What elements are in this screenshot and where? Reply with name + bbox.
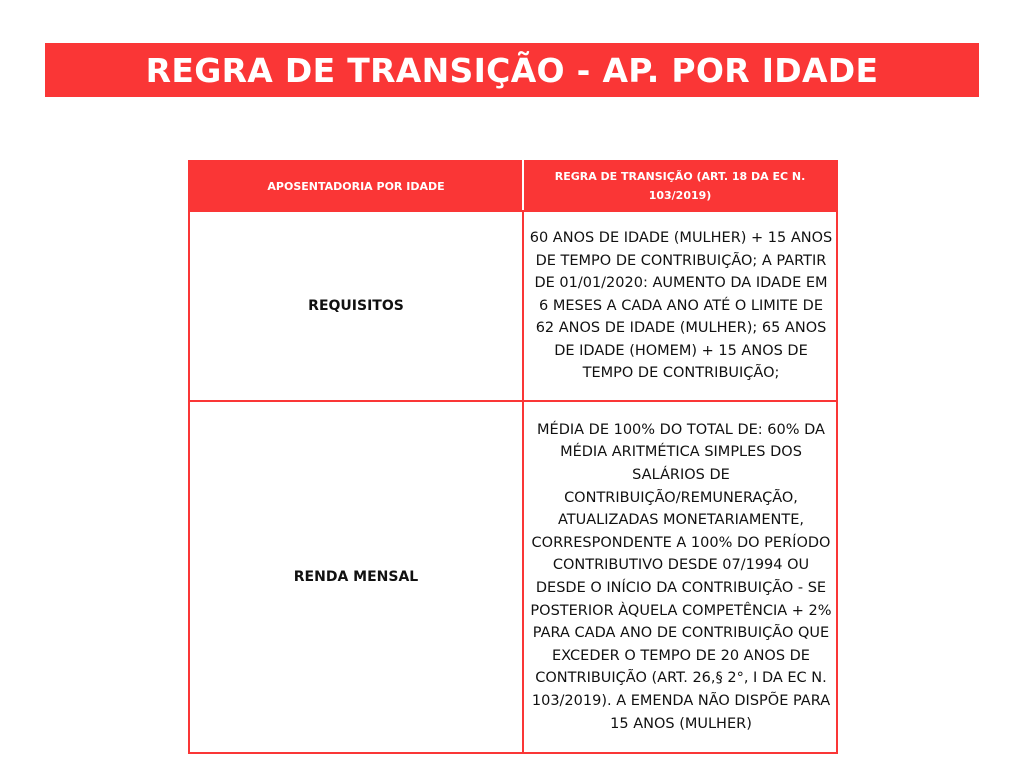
- page-title: REGRA DE TRANSIÇÃO - AP. POR IDADE: [145, 50, 879, 90]
- row-label-renda-mensal: RENDA MENSAL: [189, 401, 523, 753]
- table-header-cell: [189, 161, 523, 211]
- table-header-row: [189, 161, 837, 211]
- table-header-cell: [523, 161, 837, 211]
- title-banner: [45, 43, 979, 97]
- row-label-requisitos: REQUISITOS: [189, 211, 523, 401]
- row-text-requisitos: 60 ANOS DE IDADE (MULHER) + 15 ANOS DE TEMPO DE CONTRIBUIÇÃO; A PARTIR DE 01/01/2020: AUMENTO DA IDADE EM 6 MESES A CADA ANO ATÉ O LIMITE DE 62 ANOS DE IDADE (MULHER); 65 ANOS DE IDADE (HOMEM) + 15 ANOS DE TEMPO DE CONTRIBUIÇÃO;: [523, 211, 837, 401]
- table-row: [189, 211, 837, 401]
- row-text-renda-mensal: MÉDIA DE 100% DO TOTAL DE: 60% DA MÉDIA ARITMÉTICA SIMPLES DOS SALÁRIOS DE CONTRIBUIÇÃO/REMUNERAÇÃO, ATUALIZADAS MONETARIAMENTE, CORRESPONDENTE A 100% DO PERÍODO CONTRIBUTIVO DESDE 07/1994 OU DESDE O INÍCIO DA CONTRIBUIÇÃO - SE POSTERIOR ÀQUELA COMPETÊNCIA + 2% PARA CADA ANO DE CONTRIBUIÇÃO QUE EXCEDER O TEMPO DE 20 ANOS DE CONTRIBUIÇÃO (ART. 26,§ 2°, I DA EC N. 103/2019). A EMENDA NÃO DISPÕE PARA 15 ANOS (MULHER): [523, 401, 837, 753]
- transition-rule-table: [188, 160, 838, 754]
- table-row: [189, 401, 837, 753]
- table-header-label: APOSENTADORIA POR IDADE: [267, 179, 445, 193]
- table-header-label: REGRA DE TRANSIÇÃO (ART. 18 DA EC N. 103/2019): [554, 170, 806, 202]
